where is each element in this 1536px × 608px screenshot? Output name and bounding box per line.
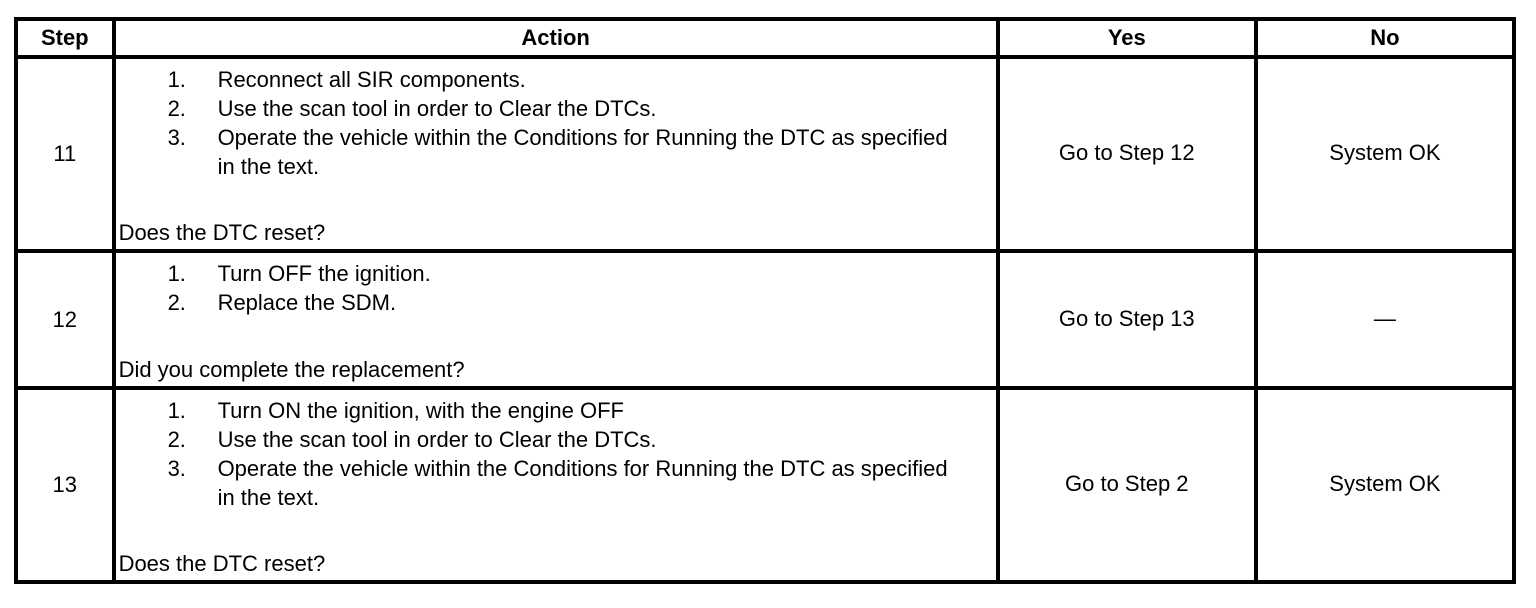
action-item-number: 1.: [167, 261, 186, 286]
header-action: Action: [114, 19, 998, 57]
yes-result: Go to Step 2: [1065, 471, 1189, 496]
action-item-text: Turn ON the ignition, with the engine OFF: [217, 398, 624, 423]
action-item-text: Operate the vehicle within the Conditions for Running the DTC as specified in the text.: [217, 125, 948, 179]
action-item-text: Use the scan tool in order to Clear the DTCs.: [217, 96, 657, 121]
action-item-number: 1.: [167, 67, 186, 92]
table-row-step-12: [16, 251, 1514, 388]
action-question: Did you complete the replacement?: [118, 357, 465, 382]
action-item-number: 2.: [167, 427, 186, 452]
yes-cell: [998, 251, 1256, 388]
header-step: Step: [16, 19, 114, 57]
step-number: 13: [16, 388, 114, 582]
action-item-number: 1.: [167, 398, 186, 423]
no-result: System OK: [1329, 140, 1441, 165]
table-row-step-11: [16, 57, 1514, 251]
action-question: Does the DTC reset?: [118, 220, 326, 245]
action-item-text: Replace the SDM.: [217, 290, 397, 315]
step-number: 11: [16, 57, 114, 251]
yes-result: Go to Step 13: [1058, 305, 1195, 331]
action-question: Does the DTC reset?: [118, 551, 326, 576]
action-item-text: Turn OFF the ignition.: [217, 261, 431, 286]
action-item: [116, 94, 956, 123]
action-item-text: Operate the vehicle within the Conditions for Running the DTC as specified in the text.: [217, 456, 948, 510]
action-cell: [114, 251, 998, 388]
action-item-text: Reconnect all SIR components.: [217, 67, 526, 92]
action-list: [116, 259, 956, 317]
action-item: [116, 396, 956, 425]
table-row-step-13: [16, 388, 1514, 582]
action-item-number: 2.: [167, 96, 186, 121]
action-item: [116, 288, 956, 317]
yes-cell: [998, 57, 1256, 251]
no-cell: [1256, 251, 1514, 388]
action-item: [116, 123, 956, 181]
action-item-text: Use the scan tool in order to Clear the DTCs.: [217, 427, 657, 452]
no-cell: [1256, 388, 1514, 582]
action-list: [116, 396, 956, 512]
step-number: 12: [16, 251, 114, 388]
diagnostic-steps-table: [14, 17, 1516, 584]
action-item-number: 2.: [167, 290, 186, 315]
action-cell: [114, 388, 998, 582]
header-row: [16, 19, 1514, 57]
action-item: [116, 259, 956, 288]
header-no: No: [1256, 19, 1514, 57]
no-result: System OK: [1329, 471, 1441, 496]
action-item: [116, 65, 956, 94]
action-item-number: 3.: [167, 456, 186, 481]
action-cell: [114, 57, 998, 251]
action-item: [116, 454, 956, 512]
header-yes: Yes: [998, 19, 1256, 57]
no-result: —: [1373, 305, 1396, 331]
no-cell: [1256, 57, 1514, 251]
action-list: [116, 65, 956, 181]
yes-result: Go to Step 12: [1058, 140, 1195, 165]
action-item-number: 3.: [167, 125, 186, 150]
yes-cell: [998, 388, 1256, 582]
action-item: [116, 425, 956, 454]
